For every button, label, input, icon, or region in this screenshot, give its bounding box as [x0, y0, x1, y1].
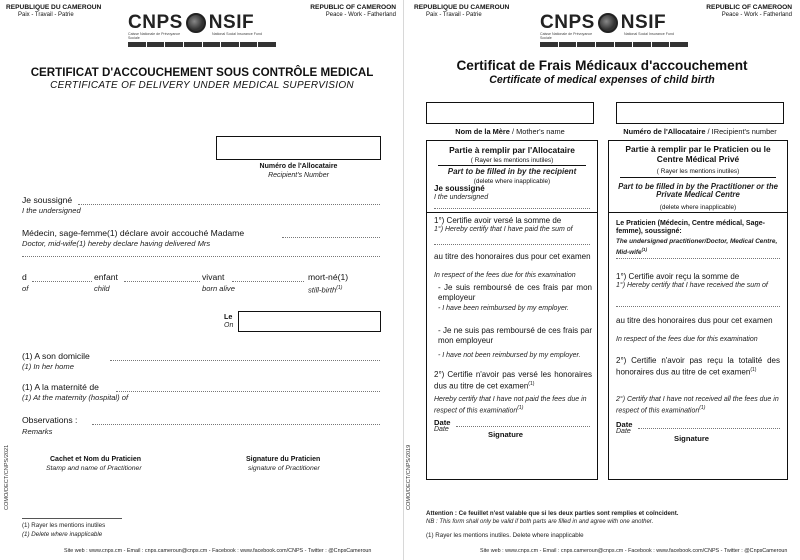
c1-undersigned: Je soussigné: [434, 184, 485, 193]
mother-name-label: Nom de la Mère / Mother's name: [455, 127, 565, 136]
mother-name-line-2[interactable]: [22, 256, 380, 257]
motto-en: Peace - Work - Fatherland: [325, 11, 396, 18]
c2-fees-en: In respect of the fees due for this examination: [616, 336, 758, 343]
c2-praticien-line[interactable]: [616, 258, 780, 259]
c1-date-en: Date: [434, 426, 449, 433]
attention-en: NB : This form shall only be valid if both parts are filled in and agree with one another.: [426, 519, 654, 525]
left-header-fr: [6, 4, 101, 19]
col1-note: ( Rayer les mentions inutiles): [470, 157, 554, 164]
left-header-en: [300, 4, 396, 19]
undersigned-line[interactable]: [78, 204, 380, 205]
left-vertical-code: COMO/DECT/CNPS/2021: [4, 444, 10, 510]
signature-label: Signature du Praticien: [246, 456, 321, 463]
stillbirth-label: mort-né(1): [308, 272, 349, 282]
recipient-number-input-2[interactable]: [616, 102, 784, 124]
mother-name-input[interactable]: [426, 102, 594, 124]
col2-note-en: (delete where inapplicable): [659, 204, 737, 211]
page-subtitle: CERTIFICATE OF DELIVERY UNDER MEDICAL SUPERVISION: [50, 80, 354, 91]
on-label: Le: [224, 312, 233, 321]
col1-header-rule: [426, 212, 598, 213]
c2-notrecv: 2°) Certifie n'avoir pas reçu la totalité des honoraires dus au titre de cet examen$^{(1)}$: [616, 356, 780, 377]
footnote-rule: [22, 518, 122, 519]
page-title-2: Certificat de Frais Médicaux d'accouchement: [456, 58, 748, 73]
logo-word-cnps: CNPS: [128, 12, 183, 33]
left-website[interactable]: Site web : www.cnps.cm - Email : cnps.cameroun@cnps.cm - Facebook : www.facebook.com/CNPS - Twitter : @CnpsCameroun: [64, 548, 372, 554]
c1-date: Date: [434, 418, 451, 427]
globe-icon: [186, 13, 206, 33]
footnote-en: (1) Delete where inapplicable: [22, 531, 103, 538]
right-form-page: [404, 0, 800, 560]
child-label: enfant: [94, 272, 118, 282]
recipient-number-label-en: Recipient's Number: [268, 172, 329, 179]
c2-date: Date: [616, 420, 633, 429]
c2-praticien: Le Praticien (Médecin, Centre médical, Sage-femme), soussigné:: [616, 220, 765, 236]
declare-label-en: Doctor, mid-wife(1) hereby declare having delivered Mrs: [22, 239, 211, 248]
right-website[interactable]: Site web : www.cnps.cm - Email : cnps.cameroun@cnps.cm - Facebook : www.facebook.com/CNPS - Twitter : @CnpsCameroun: [480, 548, 788, 554]
country-fr: REPUBLIQUE DU CAMEROUN: [6, 4, 102, 11]
c1-fees: au titre des honoraires dus pour cet examen: [434, 252, 591, 261]
c1-undersigned-line[interactable]: [434, 208, 590, 209]
recipient-number-label-2: Numéro de l'Allocataire / IRecipient's number: [623, 127, 777, 136]
remarks-line[interactable]: [92, 424, 380, 425]
col2-title-rule: [620, 177, 776, 178]
c1-fees-en: In respect of the fees due for this examination: [434, 272, 576, 279]
page-title: CERTIFICAT D'ACCOUCHEMENT SOUS CONTRÔLE MEDICAL: [30, 66, 374, 79]
undersigned-label: Je soussigné: [22, 195, 73, 205]
signature-label-en: signature of Practitioner: [248, 465, 320, 472]
logo-stripes: [128, 42, 276, 47]
col1-note-en: (delete where inapplicable): [473, 178, 551, 185]
logo-word-nsif-2: NSIF: [620, 12, 667, 33]
c2-date-en: Date: [616, 428, 631, 435]
c1-amount-line[interactable]: [434, 244, 590, 245]
date-input[interactable]: [238, 311, 381, 332]
on-label-en: On: [224, 322, 234, 329]
logo-sub-en-2: National Social Insurance Fund: [624, 32, 674, 36]
maternity-label-en: (1) At the maternity (hospital) of: [22, 393, 129, 402]
c2-fees: au titre des honoraires dus pour cet examen: [616, 316, 773, 325]
col2-header-rule: [608, 212, 788, 213]
country-fr-2: REPUBLIQUE DU CAMEROUN: [414, 4, 510, 11]
country-en: REPUBLIC OF CAMEROON: [310, 4, 396, 11]
col1-title-rule: [438, 165, 586, 166]
c1-notpaid: 2°) Certifie n'avoir pas versé les honoraires dus au titre de cet examen$^{(1)}$: [434, 370, 592, 391]
logo-word-cnps-2: CNPS: [540, 12, 595, 33]
home-label: (1) A son domicile: [22, 351, 90, 361]
c1-reimb-en: - I have been reimbursed by my employer.: [438, 305, 569, 312]
recipient-number-label: Numéro de l'Allocataire: [259, 163, 338, 170]
child-label-en: child: [94, 284, 110, 293]
attention-fr: Attention : Ce feuillet n'est valable que si les deux parties sont remplies et coïncident.: [426, 510, 679, 517]
col2-title: Partie à remplir par le Praticien ou le Centre Médical Privé: [625, 144, 771, 164]
logo-stripes-2: [540, 42, 688, 47]
logo-sub-en: National Social Insurance Fund: [212, 32, 262, 36]
of-label: d: [22, 272, 27, 282]
right-header-fr: [414, 4, 509, 19]
declare-label: Médecin, sage-femme(1) déclare avoir accouché Madame: [22, 228, 245, 238]
col1-title-en: Part to be filled in by the recipient: [447, 167, 577, 176]
stillbirth-label-en: still-birth$^{(1)}$: [308, 285, 343, 295]
stamp-label: Cachet et Nom du Praticien: [50, 456, 142, 463]
maternity-line[interactable]: [116, 391, 380, 392]
of-line[interactable]: [32, 281, 92, 282]
maternity-label: (1) A la maternité de: [22, 382, 99, 392]
alive-label-en: born alive: [202, 284, 235, 293]
c1-date-line[interactable]: [456, 426, 590, 427]
stamp-label-en: Stamp and name of Practitioner: [46, 465, 142, 472]
motto-en-2: Peace - Work - Fatherland: [721, 11, 792, 18]
c1-reimb: - Je suis remboursé de ces frais par mon employeur: [438, 283, 592, 302]
right-footnote: (1) Rayer les mentions inutiles. Delete where inapplicable: [426, 532, 584, 539]
mother-name-line[interactable]: [282, 237, 380, 238]
c2-date-line[interactable]: [638, 428, 780, 429]
col2-note: ( Rayer les mentions inutiles): [656, 168, 740, 175]
footnote-fr: (1) Rayer les mentions inutiles: [22, 522, 106, 529]
c1-notreimb-en: - I have not been reimbursed by my employer.: [438, 352, 581, 359]
undersigned-label-en: I the undersigned: [22, 206, 81, 215]
c1-notreimb: - Je ne suis pas remboursé de ces frais par mon employeur: [438, 326, 592, 345]
motto-fr-2: Paix - Travail - Patrie: [426, 11, 482, 18]
c2-cert: 1°) Certifie avoir reçu la somme de: [616, 272, 740, 281]
c2-cert-en: 1°) Hereby certify that I have received the sum of: [616, 282, 768, 289]
c1-notpaid-en: Hereby certify that I have not paid the fees due in respect of this examination$^{(1)}$: [434, 396, 587, 415]
logo-word-nsif: NSIF: [208, 12, 255, 33]
logo-sub-fr-2: Caisse Nationale de Prévoyance Sociale: [540, 32, 593, 40]
page-subtitle-2: Certificate of medical expenses of child birth: [489, 74, 715, 86]
remarks-label: Observations :: [22, 415, 78, 425]
recipient-number-input[interactable]: [216, 136, 381, 160]
country-en-2: REPUBLIC OF CAMEROON: [706, 4, 792, 11]
remarks-label-en: Remarks: [22, 427, 53, 436]
home-label-en: (1) In her home: [22, 362, 74, 371]
c2-praticien-en: The undersigned practitioner/Doctor, Medical Centre, Mid-wife$^{(1)}$: [616, 238, 778, 256]
c1-cert: 1°) Certifie avoir versé la somme de: [434, 216, 562, 225]
col2-title-en: Part to be filled in by the Practitioner or the Private Medical Centre: [618, 182, 778, 200]
c2-signature: Signature: [674, 434, 710, 443]
child-line[interactable]: [124, 281, 200, 282]
c1-undersigned-en: I the undersigned: [434, 194, 489, 201]
right-vertical-code: COMO/DECT/CNPS/2019: [406, 444, 412, 510]
alive-label: vivant: [202, 272, 225, 282]
c2-notrecv-en: 2°) Certify that I have not received all the fees due in respect of this examination$^{(1)}$: [616, 396, 779, 415]
c1-cert-en: 1°) Hereby certify that I have paid the sum of: [434, 226, 573, 233]
logo-sub-fr: Caisse Nationale de Prévoyance Sociale: [128, 32, 181, 40]
of-label-en: of: [22, 284, 29, 293]
motto-fr: Paix - Travail - Patrie: [18, 11, 74, 18]
c1-signature: Signature: [488, 430, 524, 439]
right-header-en: [700, 4, 792, 19]
col1-title: Partie à remplir par l'Allocataire: [449, 145, 575, 155]
home-line[interactable]: [110, 360, 380, 361]
alive-line[interactable]: [232, 281, 304, 282]
c2-amount-line[interactable]: [616, 306, 780, 307]
globe-icon-2: [598, 13, 618, 33]
